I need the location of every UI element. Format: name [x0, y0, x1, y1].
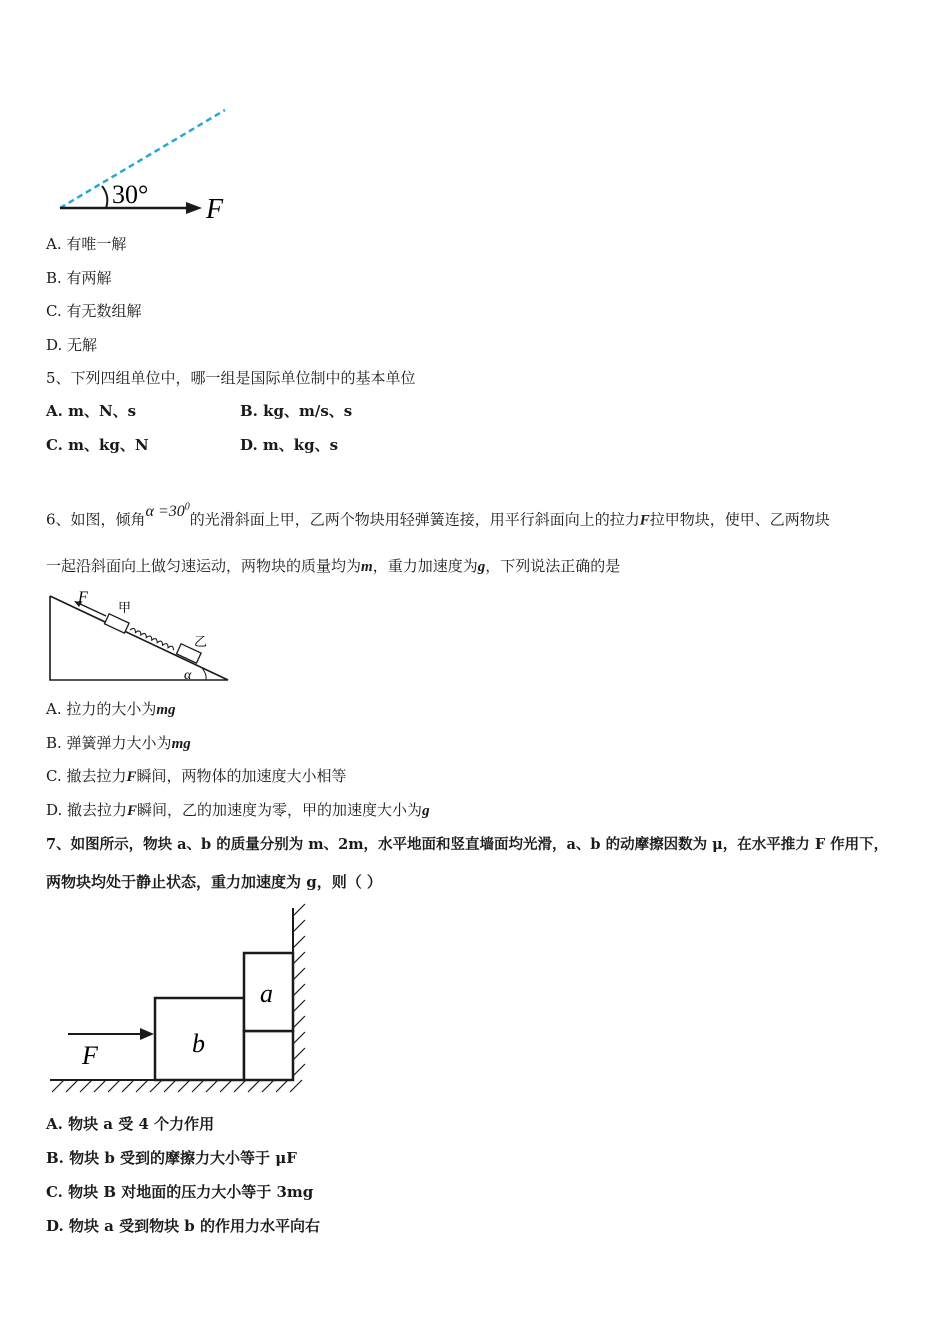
block-b-label: b — [192, 1029, 205, 1058]
push-force-label: F — [82, 1041, 98, 1070]
block-yi-label: 乙 — [194, 635, 208, 650]
q7-option-c: C. 物块 B 对地面的压力大小等于 3mg — [46, 1183, 314, 1201]
q7-option-b: B. 物块 b 受到的摩擦力大小等于 μF — [46, 1149, 297, 1167]
q4-option-a: A. 有唯一解 — [46, 235, 127, 253]
force-arrowhead — [186, 202, 202, 214]
q6-prefix: 6、如图，倾角 — [46, 510, 146, 529]
q5-option-b: B. kg、m/s、s — [240, 402, 353, 420]
q7-stem-line2: 两物块均处于静止状态，重力加速度为 g，则（ ） — [46, 873, 382, 891]
column-lower — [244, 1031, 293, 1080]
force-angle-figure — [50, 100, 250, 230]
incline-angle-label: α — [184, 668, 192, 683]
q6-option-d: D. 撤去拉力F瞬间，乙的加速度为零，甲的加速度大小为g — [46, 801, 430, 819]
incline-figure — [44, 590, 234, 686]
q4-option-c: C. 有无数组解 — [46, 302, 142, 320]
q5-option-c: C. m、kg、N — [46, 436, 149, 454]
q6-stem-line2: 一起沿斜面向上做匀速运动，两物块的质量均为m，重力加速度为g，下列说法正确的是 — [46, 557, 621, 575]
push-force-arrowhead — [140, 1028, 154, 1040]
force-label: F — [206, 194, 224, 225]
q5-option-a: A. m、N、s — [46, 402, 137, 420]
q6-option-c: C. 撤去拉力F瞬间，两物体的加速度大小相等 — [46, 767, 347, 785]
q7-option-a: A. 物块 a 受 4 个力作用 — [46, 1115, 215, 1133]
wall-blocks-figure — [46, 902, 316, 1102]
q5-stem: 5、下列四组单位中，哪一组是国际单位制中的基本单位 — [46, 369, 416, 387]
q6-stem-rest-2: 拉甲物块，使甲、乙两物块 — [649, 510, 830, 529]
q4-option-d: D. 无解 — [46, 336, 98, 354]
q6-stem-line1: 6、如图，倾角$\alpha =30^0$的光滑斜面上甲，乙两个物块用轻弹簧连接，用平行斜面向上的拉力F拉甲物块，使甲、乙两物块 — [46, 502, 830, 529]
angle-arc — [102, 186, 107, 208]
q7-stem-line1: 7、如图所示，物块 a、b 的质量分别为 m、2m，水平地面和竖直墙面均光滑，a、b 的动摩擦因数为 μ，在水平推力 F 作用下， — [46, 836, 889, 853]
force-f-label: F — [78, 590, 88, 606]
block-a-label: a — [260, 979, 273, 1008]
q7-option-d: D. 物块 a 受到物块 b 的作用力水平向右 — [46, 1217, 321, 1235]
angle-label: 30° — [112, 180, 149, 209]
q5-option-d: D. m、kg、s — [240, 436, 339, 454]
q6-option-b: B. 弹簧弹力大小为mg — [46, 734, 191, 752]
wall-hatching — [293, 904, 305, 1076]
q4-option-b: B. 有两解 — [46, 269, 112, 287]
q6-alpha-expression: $\alpha =30^0$ — [145, 502, 190, 521]
block-jia-label: 甲 — [118, 601, 132, 616]
block-jia — [104, 614, 129, 633]
q6-option-a: A. 拉力的大小为mg — [46, 700, 176, 718]
ground-hatching — [52, 1080, 302, 1092]
spring — [130, 627, 175, 650]
q6-stem-rest-1: 的光滑斜面上甲，乙两个物块用轻弹簧连接，用平行斜面向上的拉力 — [189, 510, 640, 529]
